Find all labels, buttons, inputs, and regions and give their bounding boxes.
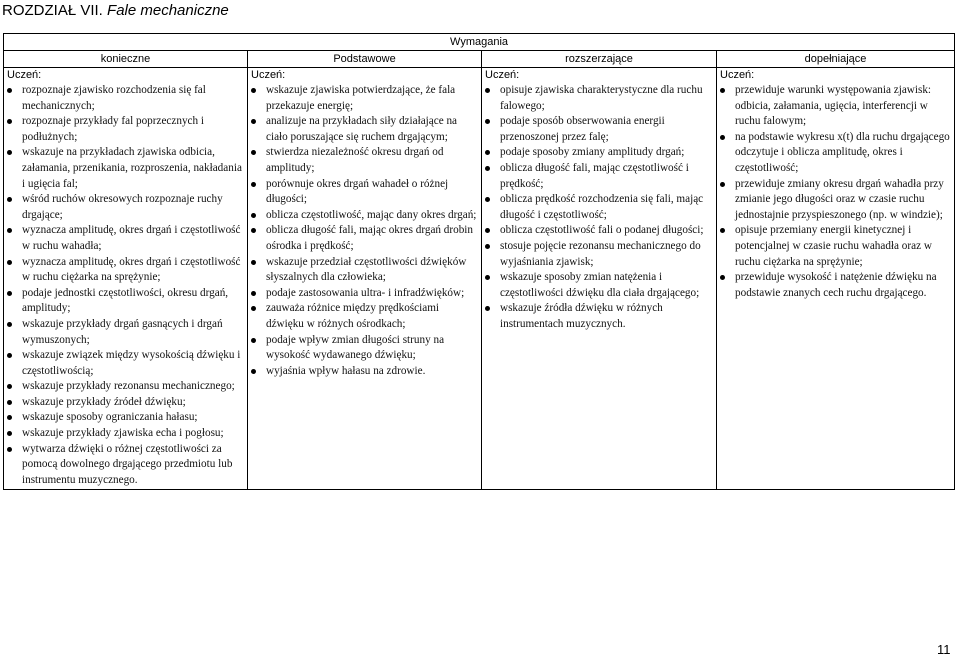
requirement-item (4, 410, 247, 426)
bullet-icon (7, 400, 12, 405)
bullet-icon (251, 119, 256, 124)
requirement-text: wytwarza dźwięki o różnej częstotliwości za pomocą dowolnego drgającego przedmiotu lub instrumentu muzycznego. (22, 442, 233, 486)
bullet-icon (720, 275, 725, 280)
requirement-text: wyznacza amplitudę, okres drgań i częstotliwość w ruchu ciężarka na sprężynie; (22, 255, 241, 284)
requirement-text: opisuje przemiany energii kinetycznej i potencjalnej w czasie ruchu wahadła oraz w ruchu ciężarka na sprężynie; (735, 224, 932, 268)
requirements-table (3, 33, 955, 490)
requirement-text: oblicza długość fali, mając częstotliwość i prędkość; (500, 161, 689, 190)
bullet-icon (485, 244, 490, 249)
bullet-icon (485, 306, 490, 311)
bullet-icon (251, 150, 256, 155)
requirement-item (482, 114, 716, 145)
bullet-icon (251, 88, 256, 93)
requirements-list (4, 83, 247, 488)
requirements-list (248, 83, 481, 379)
requirement-text: wśród ruchów okresowych rozpoznaje ruchy drgające; (22, 193, 223, 221)
requirement-text: wskazuje źródła dźwięku w różnych instrumentach muzycznych. (500, 302, 663, 330)
requirement-item (4, 223, 247, 254)
requirement-item (248, 255, 481, 286)
requirement-item (4, 145, 247, 192)
requirement-item (482, 301, 716, 332)
requirement-text: przewiduje zmiany okresu drgań wahadła przy zmianie jego długości oraz w czasie ruchu jednostajnie przyspieszonego (np. w windzie); (735, 177, 944, 221)
bullet-icon (251, 306, 256, 311)
requirement-text: wskazuje związek między wysokością dźwięku i częstotliwością; (22, 349, 241, 377)
requirement-item (4, 83, 247, 114)
column-heading: konieczne (4, 51, 248, 68)
requirement-text: wskazuje przedział częstotliwości dźwięków słyszalnych dla człowieka; (266, 255, 467, 284)
requirement-text: na podstawie wykresu x(t) dla ruchu drgającego odczytuje i oblicza amplitudę, okres i częstotliwość; (735, 130, 950, 174)
requirement-item (717, 130, 954, 177)
student-label: Uczeń: (720, 69, 755, 81)
bullet-icon (485, 119, 490, 124)
bullet-icon (251, 338, 256, 343)
requirement-item (482, 239, 716, 270)
requirement-text: podaje zastosowania ultra- i infradźwięków; (266, 286, 465, 299)
requirement-item (482, 223, 716, 239)
bullet-icon (251, 228, 256, 233)
requirement-item (482, 192, 716, 223)
student-label: Uczeń: (251, 69, 286, 81)
bullet-icon (7, 197, 12, 202)
requirement-text: wskazuje przykłady drgań gasnących i drgań wymuszonych; (22, 317, 223, 346)
bullet-icon (251, 213, 256, 218)
requirements-list (717, 83, 954, 301)
requirements-cell (4, 68, 248, 490)
bullet-icon (7, 119, 12, 124)
bullet-icon (7, 447, 12, 452)
requirement-text: stosuje pojęcie rezonansu mechanicznego do wyjaśniania zjawisk; (500, 239, 701, 268)
bullet-icon (251, 182, 256, 187)
requirement-text: podaje sposoby zmiany amplitudy drgań; (500, 146, 685, 159)
bullet-icon (7, 150, 12, 155)
requirement-item (248, 114, 481, 145)
chapter-title (2, 2, 229, 20)
requirement-item (4, 317, 247, 348)
requirement-text: wyznacza amplitudę, okres drgań i częstotliwość w ruchu wahadła; (22, 224, 241, 252)
column-heading: dopełniające (717, 51, 955, 68)
bullet-icon (7, 431, 12, 436)
bullet-icon (251, 291, 256, 296)
student-label: Uczeń: (485, 69, 520, 81)
requirement-text: oblicza częstotliwość, mając dany okres drgań; (266, 208, 477, 221)
requirement-item (4, 395, 247, 411)
bullet-icon (485, 197, 490, 202)
requirement-text: wskazuje sposoby zmian natężenia i częstotliwości dźwięku dla ciała drgającego; (500, 271, 700, 299)
column-heading: rozszerzające (482, 51, 717, 68)
bullet-icon (7, 88, 12, 93)
requirements-list (482, 83, 716, 333)
bullet-icon (485, 150, 490, 155)
bullet-icon (485, 166, 490, 171)
requirement-item (4, 379, 247, 395)
requirement-item (4, 348, 247, 379)
bullet-icon (485, 88, 490, 93)
bullet-icon (7, 291, 12, 296)
requirement-item (4, 286, 247, 317)
requirement-text: wskazuje na przykładach zjawiska odbicia, załamania, przenikania, rozproszenia, nakładania i ugięcia fal; (22, 146, 242, 190)
requirement-item (482, 270, 716, 301)
requirement-item (248, 223, 481, 254)
requirement-text: oblicza długość fali, mając okres drgań drobin ośrodka i prędkość; (266, 224, 474, 252)
requirement-text: wskazuje przykłady rezonansu mechanicznego; (22, 380, 235, 393)
bullet-icon (7, 260, 12, 265)
requirement-item (248, 83, 481, 114)
requirement-item (4, 114, 247, 145)
bullet-icon (720, 88, 725, 93)
requirement-text: wyjaśnia wpływ hałasu na zdrowie. (266, 364, 426, 377)
requirement-text: rozpoznaje przykłady fal poprzecznych i podłużnych; (22, 115, 205, 143)
requirement-text: podaje wpływ zmian długości struny na wysokość wydawanego dźwięku; (266, 333, 445, 362)
requirement-text: stwierdza niezależność okresu drgań od amplitudy; (266, 146, 444, 174)
table-title: Wymagania (4, 34, 955, 51)
bullet-icon (485, 228, 490, 233)
requirement-item (248, 333, 481, 364)
requirements-cell (482, 68, 717, 490)
requirement-text: rozpoznaje zjawisko rozchodzenia się fal mechanicznych; (22, 84, 206, 112)
requirement-item (482, 83, 716, 114)
bullet-icon (720, 228, 725, 233)
requirement-item (717, 177, 954, 224)
requirement-item (717, 83, 954, 130)
requirement-text: opisuje zjawiska charakterystyczne dla ruchu falowego; (500, 84, 703, 112)
bullet-icon (485, 275, 490, 280)
requirements-cell (248, 68, 482, 490)
column-heading: Podstawowe (248, 51, 482, 68)
bullet-icon (7, 322, 12, 327)
bullet-icon (7, 228, 12, 233)
requirement-item (248, 177, 481, 208)
requirement-text: zauważa różnice między prędkościami dźwięku w różnych ośrodkach; (266, 302, 440, 330)
bullet-icon (720, 182, 725, 187)
requirement-text: podaje jednostki częstotliwości, okresu drgań, amplitudy; (22, 286, 229, 315)
requirement-item (4, 255, 247, 286)
bullet-icon (7, 415, 12, 420)
bullet-icon (7, 353, 12, 358)
requirement-text: wskazuje przykłady zjawiska echa i pogłosu; (22, 427, 224, 440)
requirement-item (717, 223, 954, 270)
requirement-text: oblicza częstotliwość fali o podanej długości; (500, 224, 704, 237)
requirement-item (4, 426, 247, 442)
bullet-icon (720, 135, 725, 140)
requirement-item (248, 208, 481, 224)
requirement-item (4, 442, 247, 489)
page-number: 11 (937, 642, 951, 657)
requirement-text: wskazuje zjawiska potwierdzające, że fala przekazuje energię; (266, 84, 456, 112)
requirement-text: podaje sposób obserwowania energii przenoszonej przez falę; (500, 115, 665, 143)
requirement-text: oblicza prędkość rozchodzenia się fali, mając długość i częstotliwość; (500, 193, 704, 221)
chapter-subtitle: Fale mechaniczne (107, 2, 229, 19)
requirement-text: przewiduje warunki występowania zjawisk: odbicia, załamania, ugięcia, interferencji w ruchu falowym; (735, 84, 932, 128)
chapter-label: ROZDZIAŁ VII. (2, 2, 103, 19)
requirement-item (248, 286, 481, 302)
requirement-text: wskazuje przykłady źródeł dźwięku; (22, 395, 186, 408)
bullet-icon (7, 384, 12, 389)
requirement-item (717, 270, 954, 301)
requirement-item (248, 145, 481, 176)
requirement-text: analizuje na przykładach siły działające na ciało poruszające się ruchem drgającym; (266, 115, 458, 143)
requirement-text: przewiduje wysokość i natężenie dźwięku na podstawie znanych cech ruchu drgającego. (735, 271, 937, 299)
requirement-item (248, 364, 481, 380)
requirement-item (248, 301, 481, 332)
requirement-text: porównuje okres drgań wahadeł o różnej długości; (266, 177, 449, 206)
requirement-item (482, 145, 716, 161)
requirements-cell (717, 68, 955, 490)
requirement-item (482, 161, 716, 192)
student-label: Uczeń: (7, 69, 42, 81)
bullet-icon (251, 369, 256, 374)
requirement-item (4, 192, 247, 223)
bullet-icon (251, 260, 256, 265)
requirement-text: wskazuje sposoby ograniczania hałasu; (22, 411, 198, 424)
